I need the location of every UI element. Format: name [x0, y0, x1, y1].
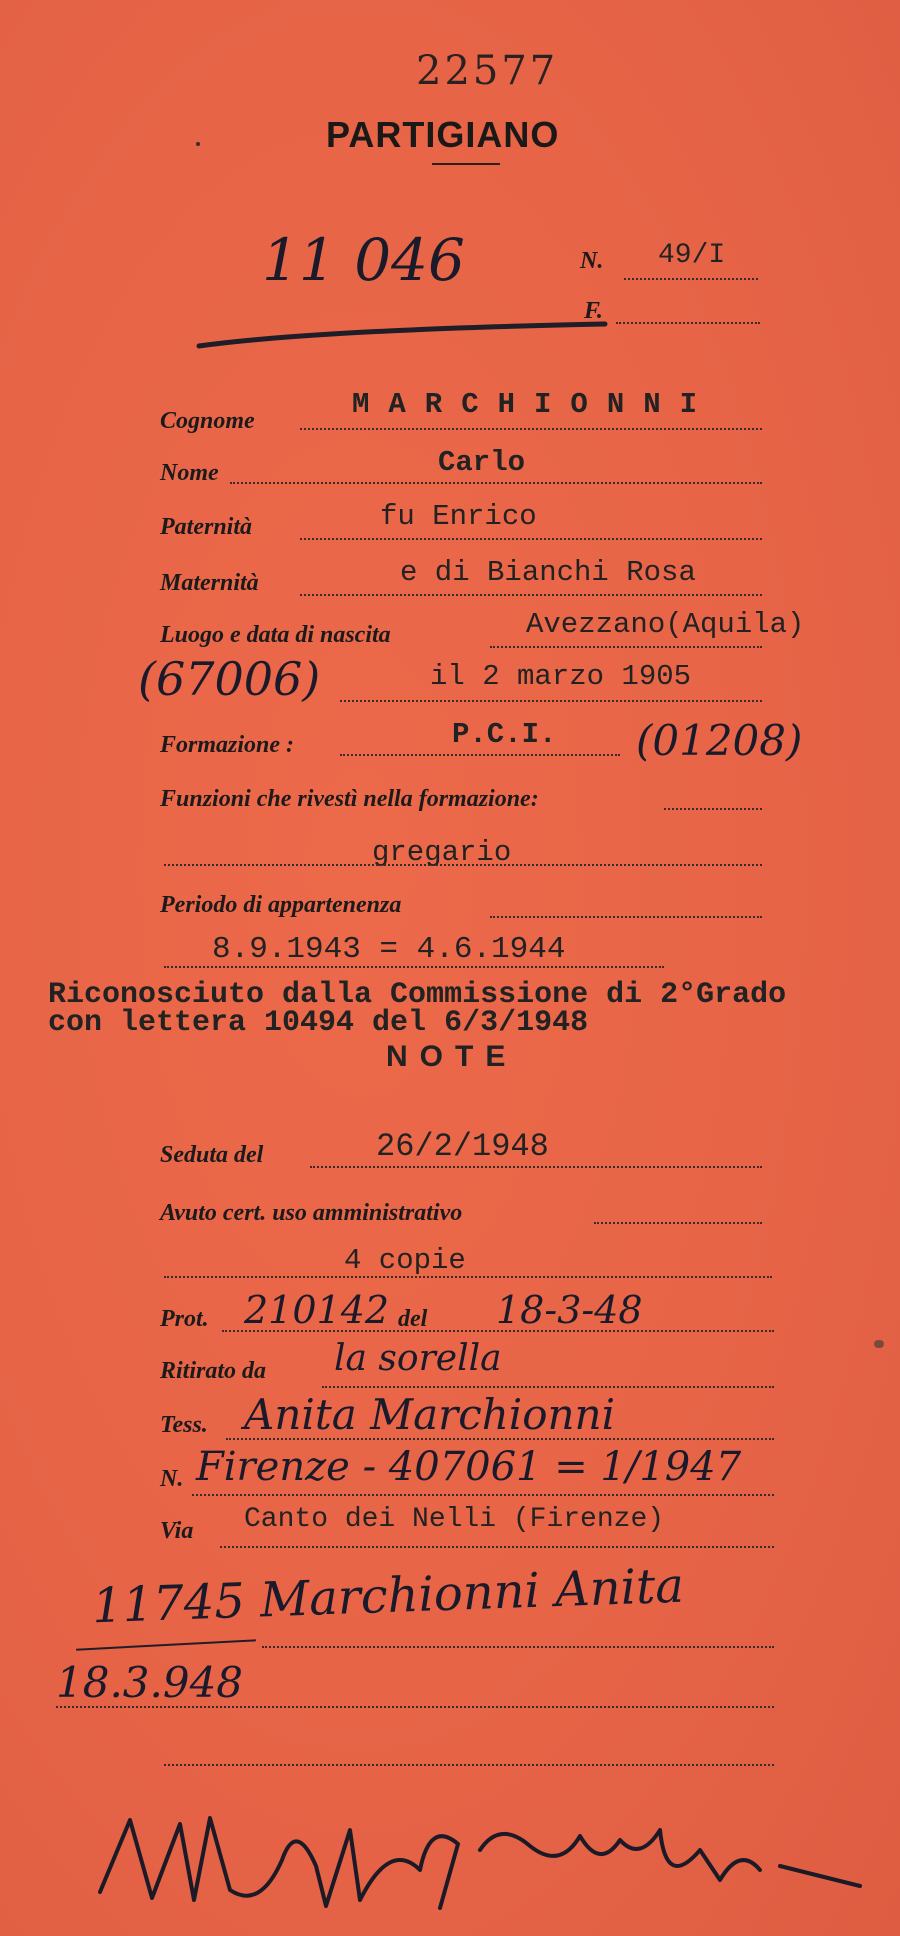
card-title: PARTIGIANO [326, 114, 560, 155]
periodo-value: 8.9.1943 = 4.6.1944 [212, 932, 566, 967]
note-heading: NOTE [386, 1040, 518, 1073]
formazione-value: P.C.I. [452, 718, 557, 751]
tess-value: Anita Marchionni [244, 1390, 616, 1439]
tess-label: Tess. [160, 1412, 208, 1438]
n-label: N. [580, 248, 604, 274]
via-value: Canto dei Nelli (Firenze) [244, 1504, 665, 1535]
funzioni-line-2 [164, 864, 762, 866]
avuto-cert-value: 4 copie [344, 1244, 466, 1277]
signature [60, 1780, 880, 1930]
card-number: 22577 [416, 48, 559, 94]
cognome-label: Cognome [160, 408, 255, 434]
cognome-line [300, 428, 762, 430]
receipt-line-1 [262, 1646, 774, 1648]
receipt-line-2 [56, 1706, 774, 1708]
maternita-line [300, 594, 762, 596]
maternita-label: Maternità [160, 570, 259, 596]
via-label: Via [160, 1518, 194, 1544]
nome-line [230, 482, 762, 484]
seduta-value: 26/2/1948 [376, 1128, 549, 1165]
receipt-underline [76, 1639, 256, 1650]
paternita-line [300, 538, 762, 540]
ink-dot-edge [874, 1340, 884, 1348]
ritirato-line [322, 1386, 774, 1388]
paternita-value: fu Enrico [380, 500, 537, 533]
formazione-label: Formazione : [160, 732, 295, 758]
funzioni-label: Funzioni che rivestì nella formazione: [160, 786, 539, 812]
funzioni-value: gregario [372, 836, 512, 869]
via-line [220, 1546, 774, 1548]
n-dotted-line [624, 278, 758, 280]
n2-value: Firenze - 407061 = 1/1947 [196, 1444, 742, 1490]
maternita-value: e di Bianchi Rosa [400, 556, 696, 589]
nascita-date: il 2 marzo 1905 [430, 660, 692, 693]
avuto-cert-label: Avuto cert. uso amministrativo [160, 1200, 463, 1226]
avuto-line-2 [164, 1276, 772, 1278]
handwritten-code-2: (01208) [636, 716, 803, 765]
f-dotted-line [616, 322, 760, 324]
handwritten-receipt-date: 18.3.948 [56, 1658, 244, 1707]
nascita-line-2 [340, 700, 762, 702]
del-label: del [398, 1306, 428, 1332]
nascita-label: Luogo e data di nascita [160, 622, 391, 648]
periodo-label: Periodo di appartenenza [160, 892, 402, 918]
periodo-line-2 [164, 966, 664, 968]
ritirato-label: Ritirato da [160, 1358, 267, 1384]
handwritten-receipt-name: 11745 Marchionni Anita [91, 1557, 685, 1635]
cognome-value: MARCHIONNI [352, 388, 717, 421]
prot-date: 18-3-48 [496, 1288, 643, 1332]
funzioni-line-1 [664, 808, 762, 810]
prot-line [222, 1330, 774, 1332]
receipt-line-3 [164, 1764, 774, 1766]
tess-line [226, 1438, 774, 1440]
n2-label: N. [160, 1466, 184, 1492]
formazione-line [340, 754, 620, 756]
riconosciuto-line-1: Riconosciuto dalla Commissione di 2°Grado [48, 978, 787, 1012]
riconosciuto-line-2: con lettera 10494 del 6/3/1948 [48, 1006, 589, 1040]
ink-dot [196, 142, 200, 146]
nome-value: Carlo [438, 446, 526, 479]
ritirato-value: la sorella [334, 1338, 502, 1379]
periodo-line-1 [490, 916, 762, 918]
seduta-line [310, 1166, 762, 1168]
n-value: 49/I [658, 240, 726, 271]
title-underline [432, 163, 500, 165]
avuto-line-1 [594, 1222, 762, 1224]
prot-label: Prot. [160, 1306, 209, 1332]
seduta-label: Seduta del [160, 1142, 264, 1168]
n2-line [192, 1494, 774, 1496]
nome-label: Nome [160, 460, 219, 486]
ink-stroke-underline [195, 318, 615, 358]
f-label: F. [584, 298, 603, 324]
nascita-place: Avezzano(Aquila) [526, 608, 805, 641]
nascita-line-1 [490, 646, 762, 648]
handwritten-file-number: 11 046 [262, 226, 465, 294]
handwritten-code-1: (67006) [138, 652, 321, 706]
paternita-label: Paternità [160, 514, 253, 540]
prot-number: 210142 [244, 1288, 390, 1332]
